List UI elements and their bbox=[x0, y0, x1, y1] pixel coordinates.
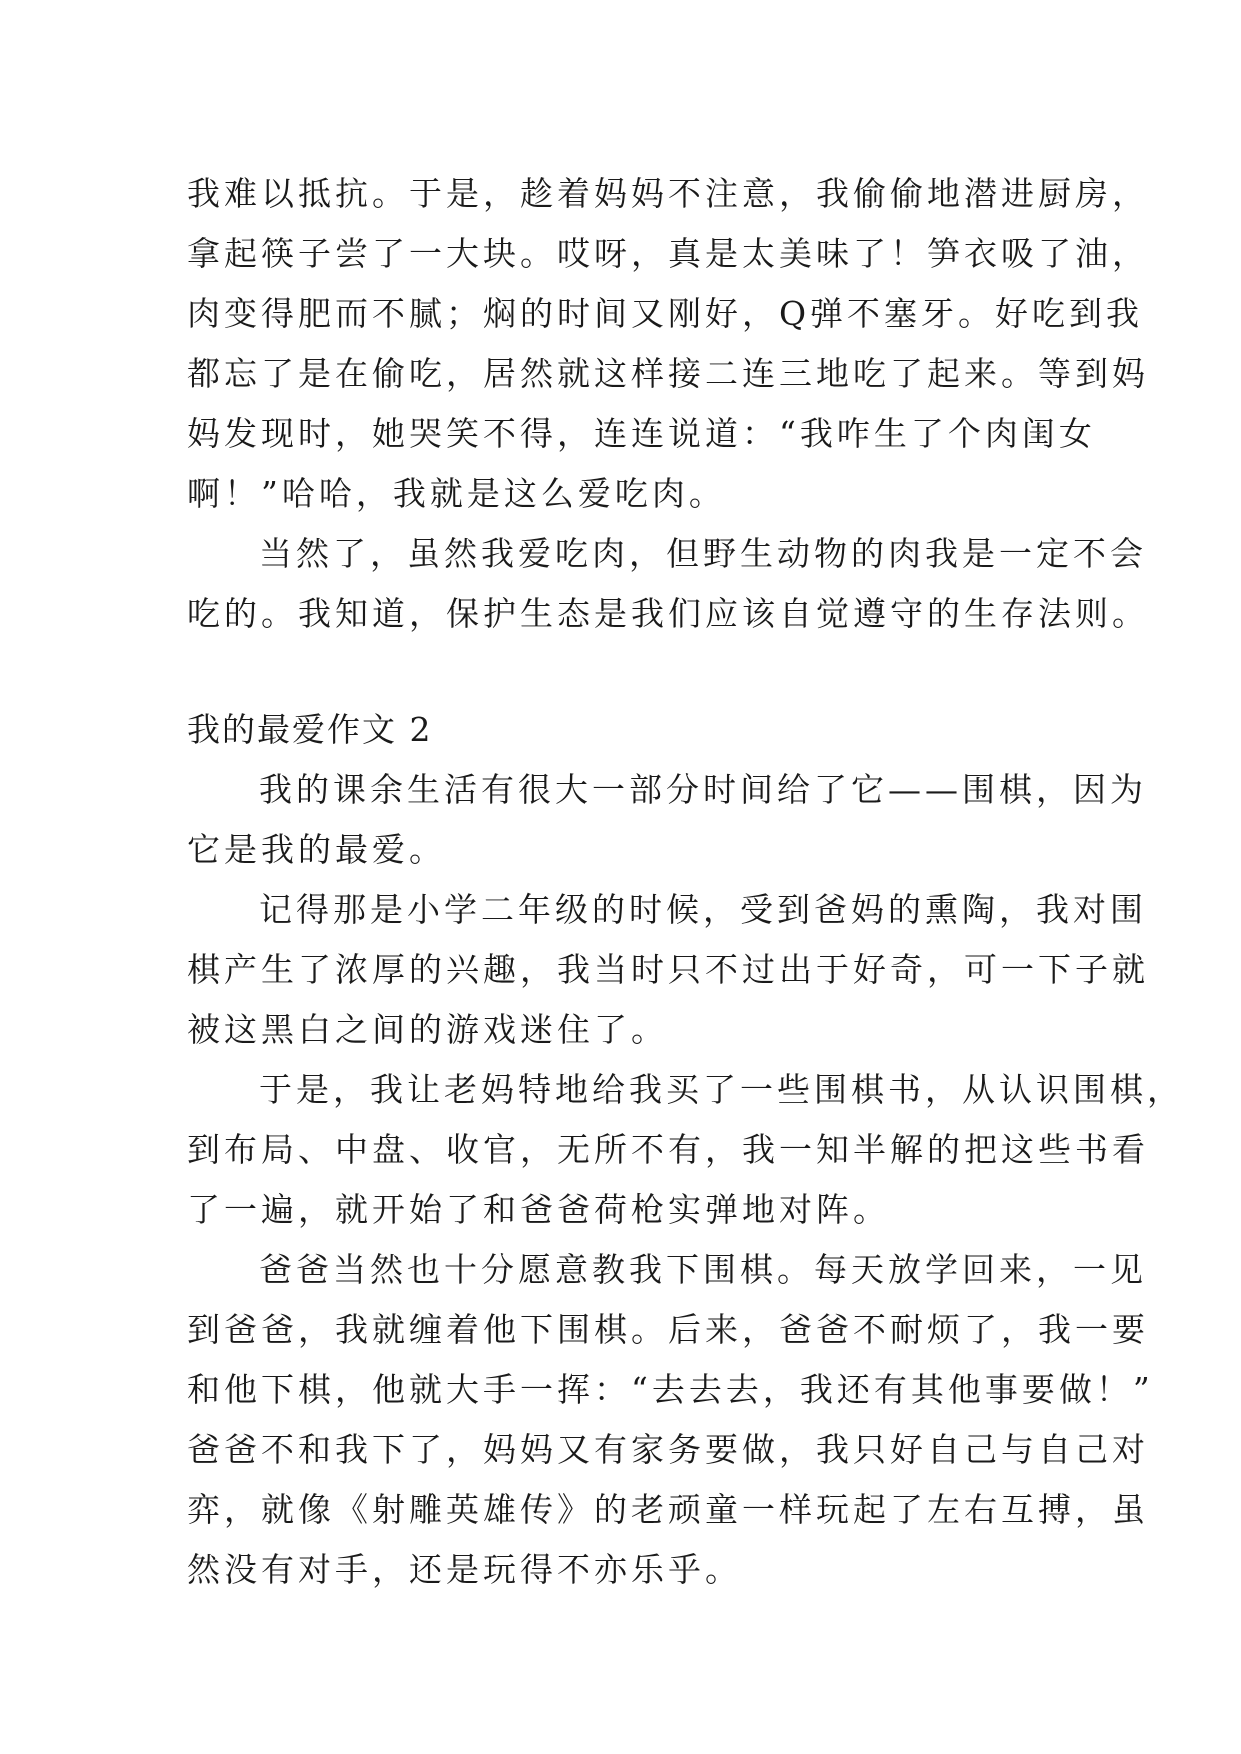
text-line: 记得那是小学二年级的时候，受到爸妈的熏陶，我对围 bbox=[259, 890, 1147, 929]
text-line: 和他下棋，他就大手一挥：“去去去，我还有其他事要做！” bbox=[187, 1370, 1154, 1409]
text-line: 拿起筷子尝了一大块。哎呀，真是太美味了！笋衣吸了油， bbox=[187, 234, 1149, 273]
text-line: 它是我的最爱。 bbox=[187, 830, 446, 869]
text-line: 弈，就像《射雕英雄传》的老顽童一样玩起了左右互搏，虽 bbox=[187, 1490, 1149, 1529]
text-line: 爸爸当然也十分愿意教我下围棋。每天放学回来，一见 bbox=[259, 1250, 1147, 1289]
text-line: 被这黑白之间的游戏迷住了。 bbox=[187, 1010, 668, 1049]
paragraph-continuation bbox=[187, 164, 1149, 524]
text-line: 吃的。我知道，保护生态是我们应该自觉遵守的生存法则。 bbox=[187, 594, 1149, 633]
text-line: 棋产生了浓厚的兴趣，我当时只不过出于好奇，可一下子就 bbox=[187, 950, 1149, 989]
text-line: 然没有对手，还是玩得不亦乐乎。 bbox=[187, 1550, 742, 1589]
text-line: 啊！”哈哈，我就是这么爱吃肉。 bbox=[187, 474, 726, 513]
paragraph bbox=[187, 524, 1149, 644]
text-line: 我的课余生活有很大一部分时间给了它——围棋，因为 bbox=[259, 770, 1147, 809]
text-line: 妈发现时，她哭笑不得，连连说道：“我咋生了个肉闺女 bbox=[187, 414, 1096, 453]
paragraph bbox=[187, 1060, 1184, 1240]
essay-title: 我的最爱作文 2 bbox=[187, 710, 433, 749]
text-line: 爸爸不和我下了，妈妈又有家务要做，我只好自己与自己对 bbox=[187, 1430, 1149, 1469]
section-gap bbox=[187, 644, 1067, 700]
paragraph bbox=[187, 760, 1147, 880]
text-line: 了一遍，就开始了和爸爸荷枪实弹地对阵。 bbox=[187, 1190, 890, 1229]
text-line: 当然了，虽然我爱吃肉，但野生动物的肉我是一定不会 bbox=[259, 534, 1147, 573]
document-body bbox=[187, 164, 1184, 1600]
paragraph bbox=[187, 880, 1149, 1060]
text-line: 我难以抵抗。于是，趁着妈妈不注意，我偷偷地潜进厨房， bbox=[187, 174, 1149, 213]
paragraph bbox=[187, 1240, 1154, 1600]
text-line: 于是，我让老妈特地给我买了一些围棋书，从认识围棋， bbox=[259, 1070, 1184, 1109]
text-line: 到布局、中盘、收官，无所不有，我一知半解的把这些书看 bbox=[187, 1130, 1149, 1169]
text-line: 肉变得肥而不腻；焖的时间又刚好，Q弹不塞牙。好吃到我 bbox=[187, 294, 1144, 333]
text-line: 到爸爸，我就缠着他下围棋。后来，爸爸不耐烦了，我一要 bbox=[187, 1310, 1149, 1349]
text-line: 都忘了是在偷吃，居然就这样接二连三地吃了起来。等到妈 bbox=[187, 354, 1149, 393]
